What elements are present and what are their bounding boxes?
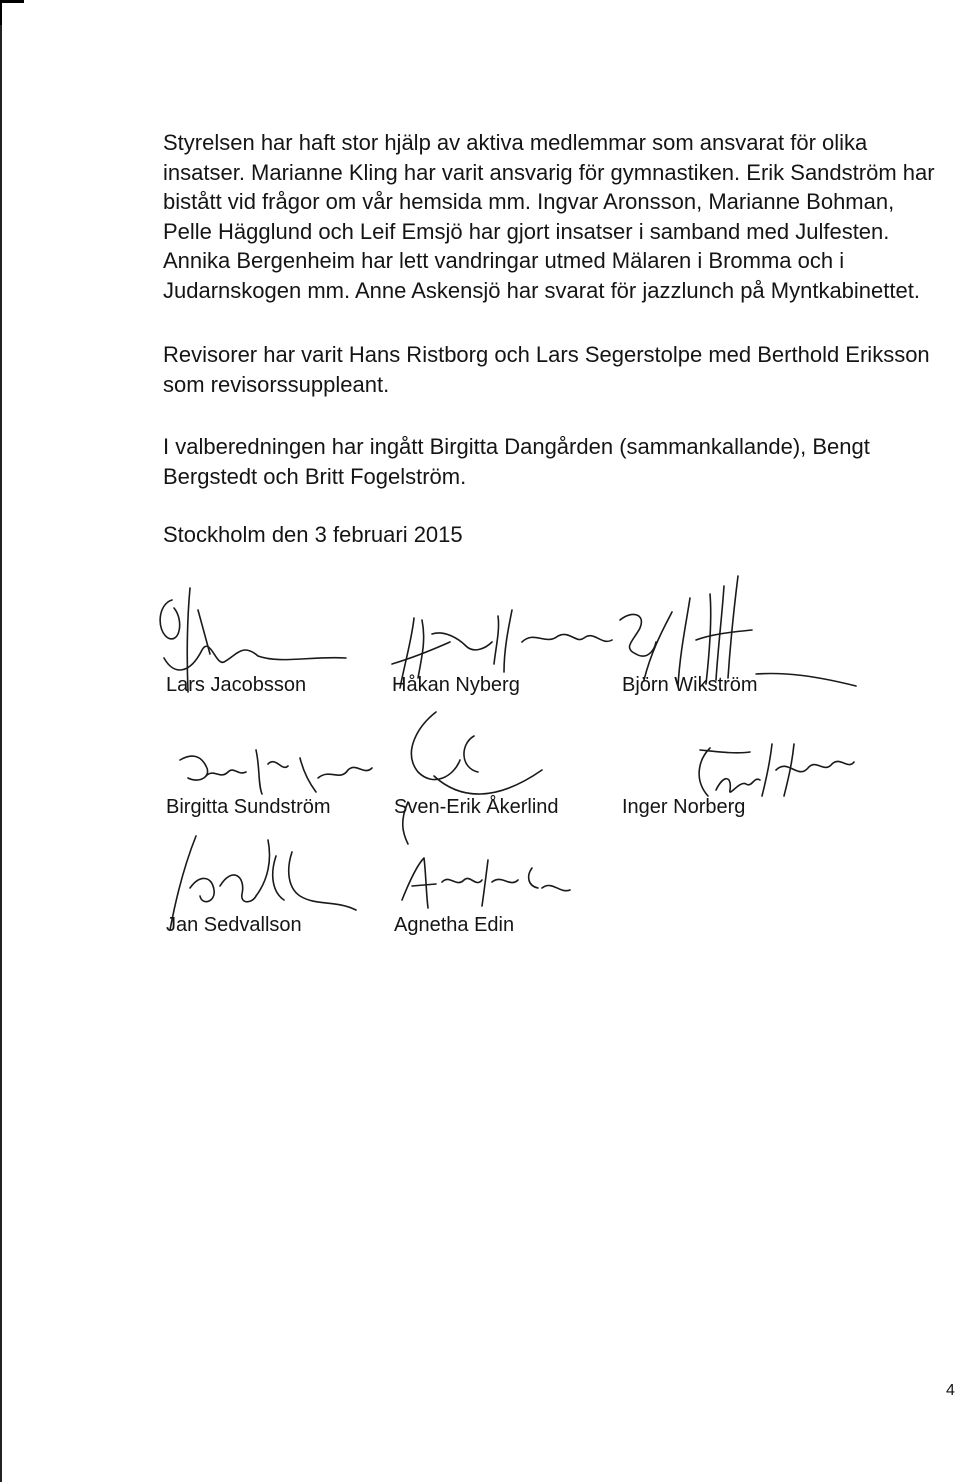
signatory-name: Agnetha Edin: [394, 914, 515, 936]
signatory-name: Inger Norberg: [622, 796, 746, 818]
scan-edge: [0, 0, 2, 1482]
signatory-name: Birgitta Sundström: [166, 796, 331, 818]
place-and-date: Stockholm den 3 februari 2015: [163, 522, 463, 547]
signatory-name: Jan Sedvallson: [166, 914, 302, 936]
scan-corner-mark: [0, 0, 24, 25]
page-number: 4: [946, 1382, 955, 1399]
paragraph-auditors: Revisorer har varit Hans Ristborg och Lars Segerstolpe med Berthold Eriksson som revisorssuppleant.: [163, 342, 930, 397]
paragraph-nomination-committee: I valberedningen har ingått Birgitta Dangården (sammankallande), Bengt Bergstedt och Britt Fogelström.: [163, 434, 870, 489]
signatory-name: Sven-Erik Åkerlind: [394, 796, 559, 818]
signatory-name: Lars Jacobsson: [166, 674, 307, 696]
signature-sven-erik-akerlind: [378, 706, 598, 846]
signature-agnetha-edin: [392, 850, 572, 910]
paragraph-volunteers: Styrelsen har haft stor hjälp av aktiva medlemmar som ansvarat för olika insatser. Marianne Kling har varit ansvarig för gymnastiken. Erik Sandström har bistått vid frågor om vår hemsida mm. Ingvar Aronsson, Marianne Bohman, Pelle Hägglund och Leif Emsjö har gjort insatser i samband med Julfesten. Annika Bergenheim har lett vandringar utmed Mälaren i Bromma och i Judarnskogen mm. Anne Askensjö har svarat för jazzlunch på Myntkabinettet.: [163, 130, 935, 303]
signatory-name: Björn Wikström: [622, 674, 758, 696]
signature-inger-norberg: [680, 740, 860, 800]
signatory-name: Håkan Nyberg: [392, 674, 520, 696]
